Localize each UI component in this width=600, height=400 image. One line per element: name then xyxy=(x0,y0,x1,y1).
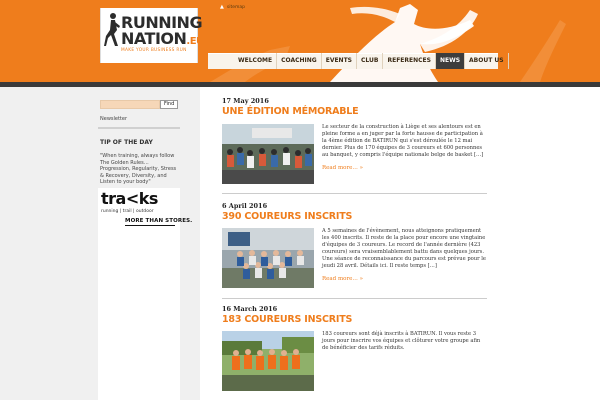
crowd-photo-image xyxy=(222,124,314,184)
logo-text-nation-word: NATION xyxy=(121,29,187,48)
post-title-link[interactable]: 183 COUREURS INSCRITS xyxy=(222,314,353,325)
news-post xyxy=(222,97,487,171)
sitemap-arrow-icon: ▲ xyxy=(220,4,224,10)
site-header xyxy=(0,0,600,82)
search-button[interactable]: Find xyxy=(160,100,178,109)
nav-welcome[interactable]: WELCOME xyxy=(234,53,277,69)
nav-club[interactable]: CLUB xyxy=(357,53,383,69)
logo-text-running: RUNNING xyxy=(121,13,203,32)
site-logo[interactable] xyxy=(100,8,204,63)
sponsor-underline xyxy=(125,225,175,226)
sidebar xyxy=(98,94,193,400)
runners-group-photo-image xyxy=(222,228,314,288)
post-thumbnail[interactable] xyxy=(222,228,314,288)
sitemap-link[interactable] xyxy=(220,4,245,10)
post-divider xyxy=(222,298,487,299)
orange-team-photo-image xyxy=(222,331,314,391)
search-input[interactable] xyxy=(100,100,160,109)
tip-of-the-day-text: "When training, always follow The Golden Rules… Progression, Regularity, Stress & Recovery, Diversity, and Listen to your body" xyxy=(100,153,177,186)
news-post xyxy=(222,305,487,351)
main-nav xyxy=(234,53,509,69)
sponsor-logo-text: tra<ks xyxy=(101,189,158,208)
nav-coaching[interactable]: COACHING xyxy=(277,53,322,69)
post-thumbnail[interactable] xyxy=(222,331,314,391)
post-thumbnail[interactable] xyxy=(222,124,314,184)
sponsor-banner[interactable] xyxy=(98,188,193,400)
news-list xyxy=(200,87,600,400)
logo-text-eu: .EU xyxy=(186,36,204,47)
read-more-link[interactable]: Read more… » xyxy=(322,165,363,171)
post-date: 16 March 2016 xyxy=(222,305,278,313)
nav-about-us[interactable]: ABOUT US xyxy=(465,53,509,69)
newsletter-link[interactable]: Newsletter xyxy=(100,116,128,122)
news-post xyxy=(222,202,487,282)
post-divider xyxy=(222,193,487,194)
post-title-link[interactable]: UNE ÉDITION MÉMORABLE xyxy=(222,106,359,117)
sponsor-subline: running | trail | outdoor xyxy=(101,209,154,214)
post-date: 17 May 2016 xyxy=(222,97,269,105)
search-form xyxy=(100,100,178,109)
post-title-link[interactable]: 390 COUREURS INSCRITS xyxy=(222,211,353,222)
tip-of-the-day-heading: TIP OF THE DAY xyxy=(100,139,153,146)
logo-tagline: MAKE YOUR BUSINESS RUN xyxy=(121,48,187,53)
nav-references[interactable]: REFERENCES xyxy=(383,53,435,69)
nav-events[interactable]: EVENTS xyxy=(322,53,357,69)
read-more-link[interactable]: Read more… » xyxy=(322,276,363,282)
post-excerpt: 183 coureurs sont déjà inscrits à BATIRUN. Il vous reste 3 jours pour inscrire vos équipes et clôturer votre groupe afin de bénéficier des tarifs réduits. xyxy=(322,331,481,351)
sitemap-label: sitemap xyxy=(226,4,245,10)
sidebar-divider xyxy=(98,127,180,129)
runner-illustration xyxy=(0,0,600,82)
nav-news[interactable]: NEWS xyxy=(436,53,465,69)
logo-runner-icon xyxy=(104,12,120,48)
logo-text-nation xyxy=(121,29,204,48)
post-excerpt: Le secteur de la construction à Liège et ses alentours est en pleine forme a en juger par la forte hausse de participation à la 4ème édition de BATIRUN qui s'est déroulée le 12 mai dernier. Plus de 170 équipes de 3 coureurs et 600 personnes au banquet, y compris l'équipe nationale belge de basket […] xyxy=(322,124,484,158)
post-date: 6 April 2016 xyxy=(222,202,268,210)
post-excerpt: A 5 semaines de l'évènement, nous atteignons pratiquement les 400 inscrits. Il reste de la place pour encore une vingtaine d'équipes de 3 coureurs. Le record de l'année dernière (423 coureurs) sera vraisemblablement battu dans quelques jours. Une séance de reconnaissance du parcours est prévue pour le jeudi 28 avril. Détails ici. Il reste temps […] xyxy=(322,228,486,269)
sponsor-tagline: MORE THAN STORES. xyxy=(125,218,193,224)
